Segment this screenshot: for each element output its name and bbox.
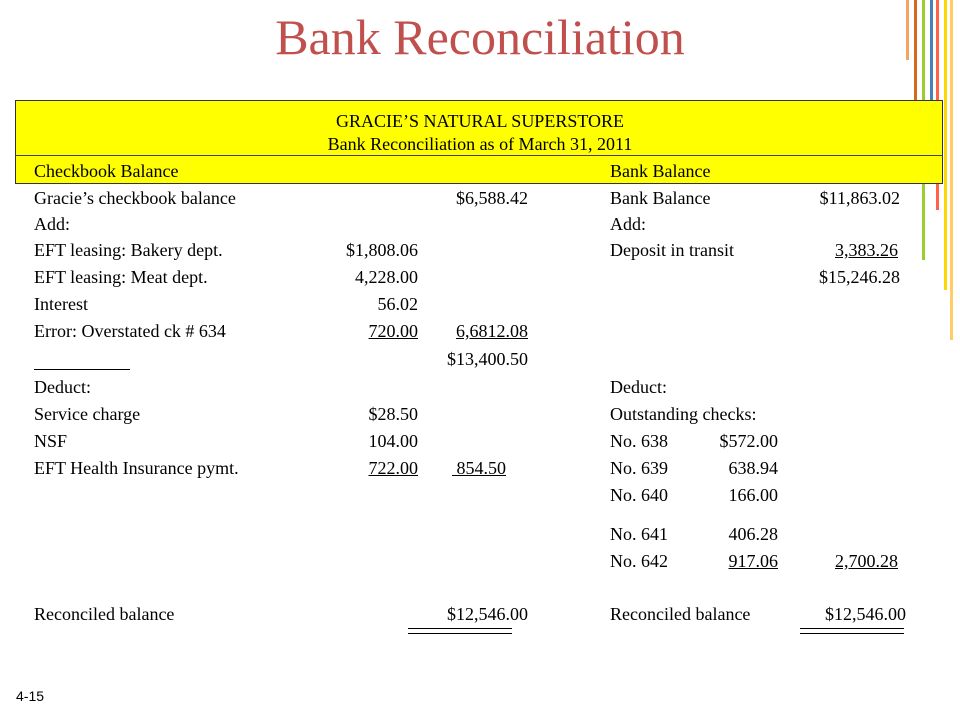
company-name: GRACIE’S NATURAL SUPERSTORE — [335, 111, 625, 131]
right-subtotal: $15,246.28 — [819, 267, 900, 287]
outstanding-label: Outstanding checks: — [610, 404, 757, 424]
add-item-label: Error: Overstated ck # 634 — [34, 321, 226, 341]
add-total: 6,6812.08 — [456, 321, 528, 341]
slide-number: 4-15 — [16, 688, 45, 704]
check-amount: 166.00 — [728, 485, 778, 505]
add-item-amount: $1,808.06 — [346, 240, 418, 260]
deduct-item-amount: $28.50 — [368, 404, 418, 424]
check-number: No. 640 — [610, 485, 668, 505]
checks-total: 2,700.28 — [835, 551, 898, 571]
check-number: No. 641 — [610, 524, 668, 544]
deco-line-1 — [906, 0, 909, 60]
right-reconciled-value: $12,546.00 — [825, 604, 906, 624]
bank-balance-value: $11,863.02 — [819, 188, 900, 208]
left-header: Checkbook Balance — [34, 161, 179, 181]
checkbook-balance-value: $6,588.42 — [456, 188, 528, 208]
slide-title: Bank Reconciliation — [275, 9, 685, 65]
band-divider — [15, 155, 943, 156]
left-subtotal: $13,400.50 — [447, 349, 528, 369]
left-reconciled-label: Reconciled balance — [34, 604, 175, 624]
right-reconciled-label: Reconciled balance — [610, 604, 751, 624]
left-deduct-label: Deduct: — [34, 377, 91, 397]
deduct-item-label: EFT Health Insurance pymt. — [34, 458, 239, 478]
deposit-label: Deposit in transit — [610, 240, 734, 260]
add-item-label: Interest — [34, 294, 88, 314]
blank-line — [34, 369, 130, 370]
deduct-item-label: NSF — [34, 431, 68, 451]
left-add-label: Add: — [34, 214, 70, 234]
left-double-underline — [408, 628, 512, 634]
right-double-underline — [800, 628, 904, 634]
add-item-amount: 720.00 — [368, 321, 418, 341]
deco-line-7 — [950, 0, 953, 340]
deposit-value: 3,383.26 — [835, 240, 898, 260]
report-subtitle: Bank Reconciliation as of March 31, 2011 — [327, 134, 633, 154]
deduct-item-amount: 722.00 — [368, 458, 418, 478]
right-deduct-label: Deduct: — [610, 377, 667, 397]
deduct-total: 854.50 — [452, 458, 506, 478]
check-amount: $572.00 — [719, 431, 778, 451]
check-number: No. 638 — [610, 431, 668, 451]
check-number: No. 642 — [610, 551, 668, 571]
deduct-item-amount: 104.00 — [368, 431, 418, 451]
check-amount: 917.06 — [728, 551, 778, 571]
deduct-item-label: Service charge — [34, 404, 141, 424]
check-number: No. 639 — [610, 458, 668, 478]
bank-balance-label: Bank Balance — [610, 188, 711, 208]
right-add-label: Add: — [610, 214, 646, 234]
add-item-label: EFT leasing: Bakery dept. — [34, 240, 223, 260]
left-reconciled-value: $12,546.00 — [447, 604, 528, 624]
check-amount: 406.28 — [728, 524, 778, 544]
add-item-label: EFT leasing: Meat dept. — [34, 267, 208, 287]
check-amount: 638.94 — [728, 458, 778, 478]
right-header: Bank Balance — [610, 161, 711, 181]
add-item-amount: 56.02 — [377, 294, 418, 314]
add-item-amount: 4,228.00 — [355, 267, 418, 287]
checkbook-balance-label: Gracie’s checkbook balance — [34, 188, 236, 208]
